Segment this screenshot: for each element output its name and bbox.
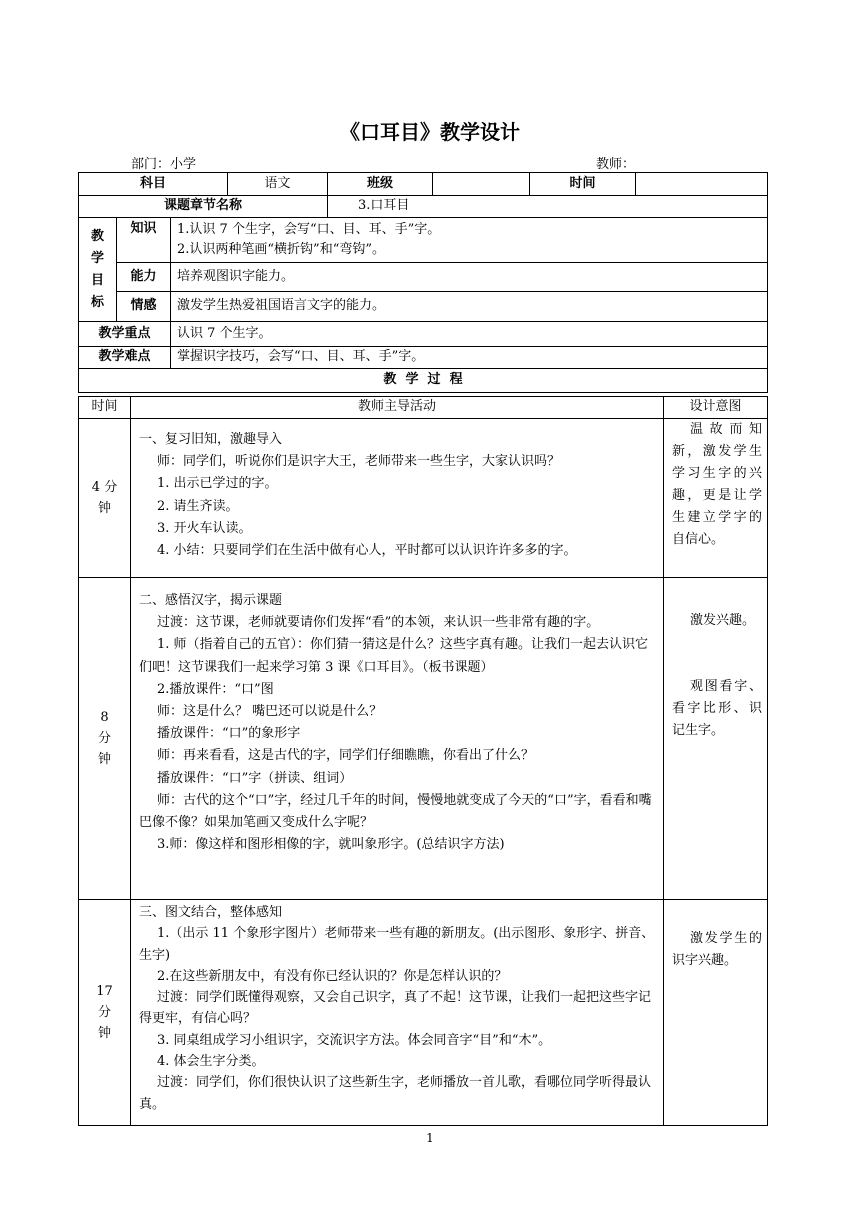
activity-line: 过渡：同学们既懂得观察，又会自己识字，真了不起！这节课，让我们一起把这些字记得更牢，有信心吗？: [139, 990, 652, 1027]
teacher-label: 教师：: [596, 157, 636, 172]
subject-label: 科目: [79, 173, 228, 196]
time-line: 分: [97, 731, 111, 746]
section-activity: [131, 578, 664, 900]
activity-line: 3. 同桌组成学习小组识字，交流识字方法。体会同音字“目”和“木”。: [157, 1032, 552, 1048]
class-value: [433, 173, 530, 196]
section-intent: [664, 900, 768, 1126]
time-line: 钟: [97, 752, 111, 767]
intent-line: 温故而知新，激发学生学习生字的兴趣，更是让学生建立学字的自信心。: [672, 422, 762, 547]
time-line: 4 分: [91, 480, 118, 495]
goal-label-char: 目: [90, 272, 104, 288]
activity-line: 播放课件：“口”字（拼读、组词）: [157, 770, 353, 786]
activity-line: 2.播放课件：“口”图: [157, 681, 274, 697]
time-line: 钟: [97, 1026, 111, 1041]
section-time: [79, 419, 131, 578]
activity-line: 师：这是什么？ 嘴巴还可以说是什么？: [157, 704, 383, 720]
activity-line: 3.师：像这样和图形相像的字，就叫象形字。(总结识字方法): [157, 837, 505, 853]
goal-label-char: 标: [90, 294, 104, 310]
teaching-goals-label: [79, 218, 117, 322]
activity-line: 师：再来看看，这是古代的字，同学们仔细瞧瞧，你看出了什么？: [157, 748, 535, 764]
col-header-time: 时间: [79, 397, 131, 419]
section-intent: [664, 578, 768, 900]
page-number: 1: [426, 1131, 434, 1145]
time-line: 8: [100, 710, 109, 725]
key-point-label: 教学重点: [79, 322, 171, 347]
time-line: 分: [97, 1005, 111, 1020]
chapter-label: 课题章节名称: [79, 196, 328, 218]
time-line: 钟: [97, 501, 111, 516]
document-title: 《口耳目》教学设计: [340, 120, 520, 144]
intent-line: 激发兴趣。: [690, 613, 756, 628]
time-label: 时间: [530, 173, 636, 196]
knowledge-content: [171, 218, 768, 263]
activity-line: 播放课件：“口”的象形字: [157, 726, 301, 742]
activity-line: 2. 请生齐读。: [157, 498, 239, 514]
goal-label-char: 学: [90, 250, 104, 266]
activity-line: 4. 体会生字分类。: [157, 1054, 265, 1070]
ability-content: 培养观图识字能力。: [171, 263, 768, 292]
knowledge-line: 1.认识 7 个生字，会写“口、目、耳、手”字。: [177, 222, 441, 237]
table-row: [79, 419, 768, 578]
emotion-label: 情感: [117, 292, 171, 322]
process-title: 教 学 过 程: [79, 369, 768, 393]
col-header-activity: 教师主导活动: [131, 397, 664, 419]
goal-label-char: 教: [90, 228, 104, 244]
intent-line: 激发学生的识字兴趣。: [672, 931, 762, 968]
activity-line: 1. 出示已学过的字。: [157, 476, 278, 492]
ability-label: 能力: [117, 263, 171, 292]
activity-line: 师：同学们，听说你们是识字大王，老师带来一些生字，大家认识吗？: [157, 454, 561, 470]
difficulty-content: 掌握识字技巧，会写“口、目、耳、手”字。: [171, 347, 768, 369]
activity-line: 一、复习旧知，激趣导入: [139, 432, 283, 447]
activity-line: 三、图文结合，整体感知: [139, 905, 283, 920]
time-value: [636, 173, 768, 196]
intent-line: 观图看字、看字比形、识记生字。: [672, 679, 762, 738]
section-intent: [664, 419, 768, 578]
section-activity: [131, 900, 664, 1126]
info-table: [78, 172, 768, 393]
activity-line: 师：古代的这个“口”字，经过几千年的时间，慢慢地就变成了今天的“口”字，看看和嘴巴像不像？如果加笔画又变成什么字呢？: [139, 792, 652, 831]
knowledge-label: 知识: [117, 218, 171, 263]
activity-line: 二、感悟汉字，揭示课题: [139, 593, 283, 608]
activity-line: 1.（出示 11 个象形字图片）老师带来一些有趣的新朋友。(出示图形、象形字、拼音、生字): [139, 926, 655, 963]
activity-line: 1. 师（指着自己的五官）：你们猜一猜这是什么？这些字真有趣。让我们一起去认识它们吧！这节课我们一起来学习第 3 课《口耳目》。（板书课题）: [139, 637, 649, 675]
section-time: [79, 578, 131, 900]
activity-line: 2.在这些新朋友中，有没有你已经认识的？你是怎样认识的？: [157, 968, 508, 984]
section-time: [79, 900, 131, 1126]
process-table: [78, 396, 768, 1126]
section-activity: [131, 419, 664, 578]
activity-line: 4. 小结：只要同学们在生活中做有心人，平时都可以认识许许多多的字。: [157, 543, 577, 559]
activity-line: 过渡：这节课，老师就要请你们发挥“看”的本领，来认识一些非常有趣的字。: [157, 615, 600, 631]
difficulty-label: 教学难点: [79, 347, 171, 369]
chapter-value: 3.口耳目: [328, 196, 768, 218]
table-row: [79, 578, 768, 900]
subject-value: 语文: [228, 173, 328, 196]
key-point-content: 认识 7 个生字。: [171, 322, 768, 347]
activity-line: 3. 开火车认读。: [157, 520, 252, 536]
class-label: 班级: [328, 173, 433, 196]
col-header-intent: 设计意图: [664, 397, 768, 419]
department-label: 部门：小学: [131, 157, 197, 172]
knowledge-line: 2.认识两种笔画“横折钩”和“弯钩”。: [177, 242, 385, 257]
time-line: 17: [96, 984, 113, 999]
activity-line: 过渡：同学们，你们很快认识了这些新生字，老师播放一首儿歌，看哪位同学听得最认真。: [139, 1075, 652, 1112]
emotion-content: 激发学生热爱祖国语言文字的能力。: [171, 292, 768, 322]
table-row: [79, 900, 768, 1126]
